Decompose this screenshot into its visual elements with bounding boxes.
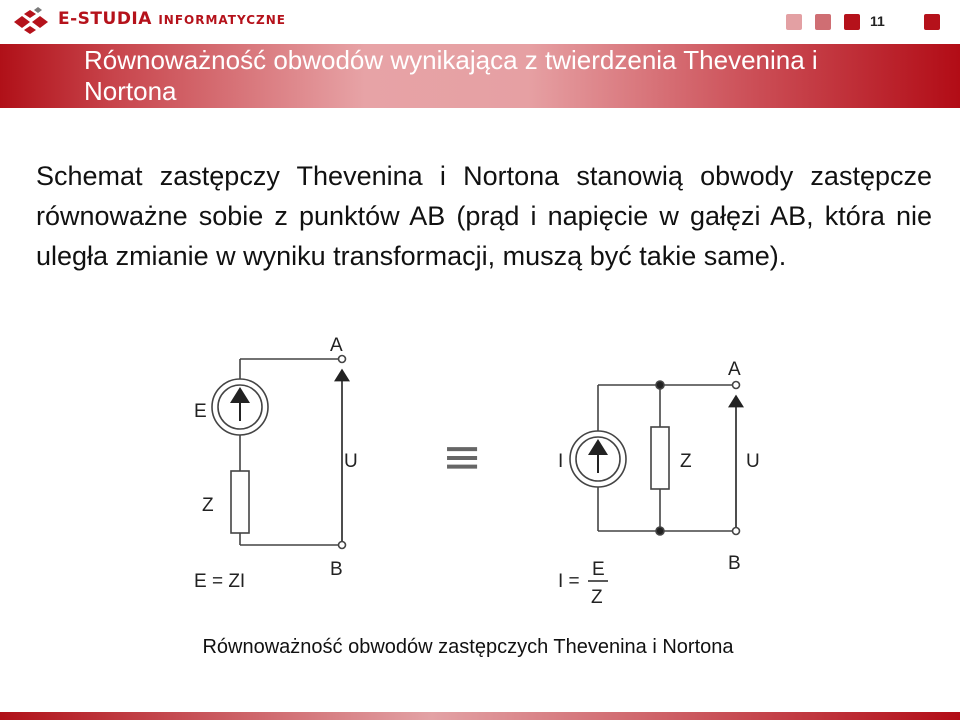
norton-impedance (651, 427, 669, 489)
norton-terminal-a-label: A (728, 359, 741, 380)
thevenin-circuit (212, 356, 346, 549)
thevenin-voltage-label: U (344, 451, 358, 472)
norton-node-top (656, 381, 664, 389)
brand-main: E-STUDIA (58, 9, 152, 29)
norton-terminal-b-label: B (728, 553, 741, 574)
thevenin-terminal-b-label: B (330, 559, 343, 580)
thevenin-impedance-label: Z (202, 495, 214, 516)
brand-name (58, 9, 286, 29)
thevenin-terminal-a-label: A (330, 335, 343, 356)
slide-title: Równoważność obwodów wynikająca z twierdzenia Thevenina i Nortona (84, 45, 818, 106)
brand-sub: INFORMATYCZNE (158, 13, 286, 27)
norton-terminal-a (733, 382, 740, 389)
nav-square-3 (844, 14, 860, 30)
thevenin-impedance (231, 471, 249, 533)
norton-formula-numerator: E (592, 559, 605, 580)
norton-voltage-label: U (746, 451, 760, 472)
footer-band (0, 712, 960, 720)
slide-body-text: Schemat zastępczy Thevenina i Nortona stanowią obwody zastępcze równoważne sobie z punktów AB (prąd i napięcie w gałęzi AB, która nie uległa zmianie w wyniku transformacji, muszą być takie same). (36, 161, 932, 271)
norton-circuit (570, 381, 740, 535)
norton-source-label: I (558, 451, 564, 472)
nav-square-1 (786, 14, 802, 30)
thevenin-source-label: E (194, 401, 207, 422)
norton-formula-denominator: Z (591, 587, 603, 608)
e-studia-logo-icon (10, 6, 50, 38)
norton-impedance-label: Z (680, 451, 692, 472)
nav-square-4 (924, 14, 940, 30)
nav-square-2 (815, 14, 831, 30)
thevenin-formula: E = ZI (194, 571, 246, 592)
diagram-caption: Równoważność obwodów zastępczych Thevenina i Nortona (202, 636, 734, 658)
circuit-diagram (180, 335, 780, 615)
page-number: 11 (870, 13, 885, 29)
equivalence-symbol: ≡ (442, 429, 483, 485)
norton-node-bottom (656, 527, 664, 535)
norton-formula-lhs: I = (558, 571, 580, 592)
norton-formula (558, 559, 608, 608)
thevenin-terminal-a (339, 356, 346, 363)
norton-terminal-b (733, 528, 740, 535)
thevenin-terminal-b (339, 542, 346, 549)
